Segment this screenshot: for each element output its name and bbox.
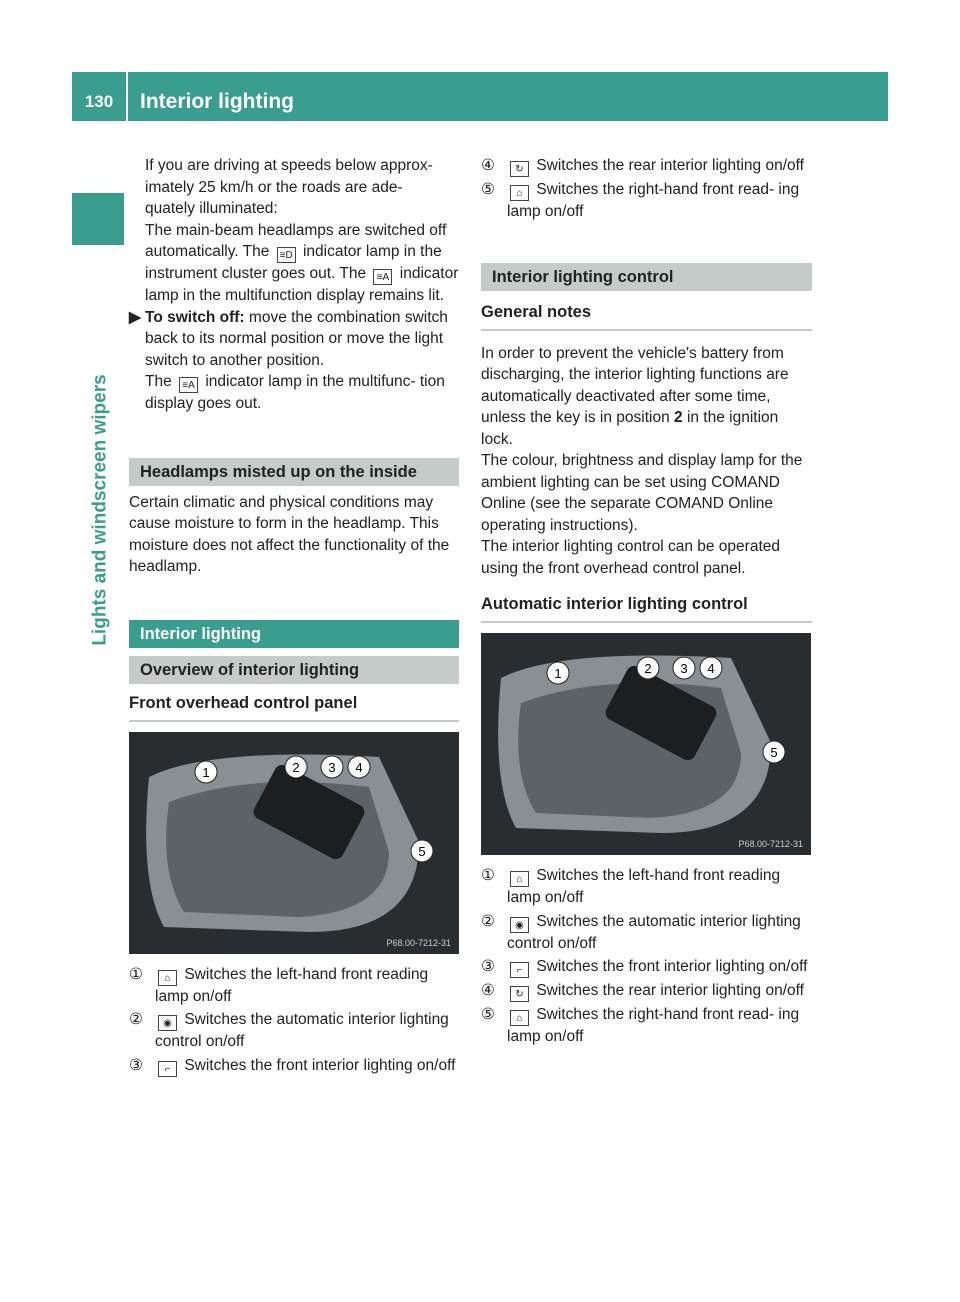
auto-light-icon: ◉ [510,917,529,933]
adaptive-main-beam-icon: ≡A [373,269,392,285]
list-item: ④ ↻ Switches the rear interior lighting on/off [481,982,804,1000]
left-column [129,155,459,1077]
rear-light-icon: ↻ [510,986,529,1002]
header-divider [126,72,128,121]
automatic-control-heading: Automatic interior lighting control [481,593,812,623]
svg-text:2: 2 [292,759,300,775]
svg-text:2: 2 [644,661,652,676]
image-code: P68.00-7212-31 [386,937,451,948]
list-item: ③ ⌐ Switches the front interior lighting on/off [481,958,808,976]
control-heading: Interior lighting control [481,263,812,291]
intro-line: If you are driving at speeds below approx- [145,157,433,174]
general-notes-heading: General notes [481,301,812,331]
right-column [481,155,812,1048]
intro-text [129,155,459,220]
svg-text:3: 3 [328,759,336,775]
reading-lamp-icon: ⌂ [510,1010,529,1026]
rear-light-icon: ↻ [510,161,529,177]
step-arrow-icon: ▶ [129,308,141,326]
page-title: Interior lighting [140,90,294,113]
svg-text:4: 4 [707,661,715,676]
svg-text:5: 5 [770,745,778,760]
auto-light-icon: ◉ [158,1015,177,1031]
svg-text:1: 1 [554,666,562,681]
overview-heading: Overview of interior lighting [129,656,459,684]
page-number: 130 [84,92,114,111]
intro-line: quately illuminated: [145,200,278,217]
front-light-icon: ⌐ [510,962,529,978]
chapter-label [74,374,126,646]
general-paragraph: In order to prevent the vehicle's battery from discharging, the interior lighting functions are automatically deactivated after some time, unless the key is in position 2 in the ignition lock. [481,344,789,448]
svg-text:4: 4 [355,759,363,775]
list-item: ③ ⌐ Switches the front interior lighting on/off [129,1056,456,1075]
reading-lamp-icon: ⌂ [510,871,529,887]
reading-lamp-icon: ⌂ [510,185,529,201]
section-heading: Interior lighting [129,620,459,648]
misted-heading: Headlamps misted up on the inside [129,458,459,486]
front-panel-heading: Front overhead control panel [129,692,459,722]
list-item: ② ◉ Switches the automatic interior lighting control on/off [481,912,801,952]
reading-lamp-icon: ⌂ [158,970,177,986]
chapter-tab [72,193,124,245]
list-item: ⑤ ⌂ Switches the right-hand front read- ing lamp on/off [481,181,800,220]
auto-switch-paragraph: The main-beam headlamps are switched off automatically. The ≡D indicator lamp in the instrument cluster goes out. The ≡A indicator lamp in the multifunction display remains lit. [145,221,459,304]
switch-off-step: ▶ To switch off: move the combination switch back to its normal position or move the light switch to another position. The ≡A indicator lamp in the multifunc- tion display goes out. [129,308,448,412]
front-light-icon: ⌐ [158,1061,177,1077]
list-item: ④ ↻ Switches the rear interior lighting on/off [481,157,804,175]
svg-text:1: 1 [202,764,210,780]
svg-text:5: 5 [418,843,426,859]
adaptive-main-beam-icon: ≡A [179,377,198,393]
chapter-label-text: Lights and windscreen wipers [89,374,111,646]
image-code: P68.00-7212-31 [738,839,803,849]
list-item: ② ◉ Switches the automatic interior lighting control on/off [129,1011,449,1050]
list-item: ⑤ ⌂ Switches the right-hand front read- ing lamp on/off [481,1006,800,1045]
general-paragraph: The colour, brightness and display lamp for the ambient lighting can be set using COMAND Online (see the separate COMAND Online operating instructions). [481,452,803,534]
main-beam-icon: ≡D [277,247,296,263]
list-item: ① ⌂ Switches the left-hand front reading lamp on/off [481,867,781,906]
svg-text:3: 3 [680,661,688,676]
general-paragraph: The interior lighting control can be operated using the front overhead control panel. [481,538,780,577]
control-panel-photo [129,732,459,954]
list-item: ① ⌂ Switches the left-hand front reading lamp on/off [129,965,429,1005]
intro-line: imately 25 km/h or the roads are ade- [145,178,403,196]
misted-text: Certain climatic and physical conditions may cause moisture to form in the headlamp. This moisture does not affect the functionality of the headlamp. [129,493,450,575]
control-panel-photo [481,633,811,855]
